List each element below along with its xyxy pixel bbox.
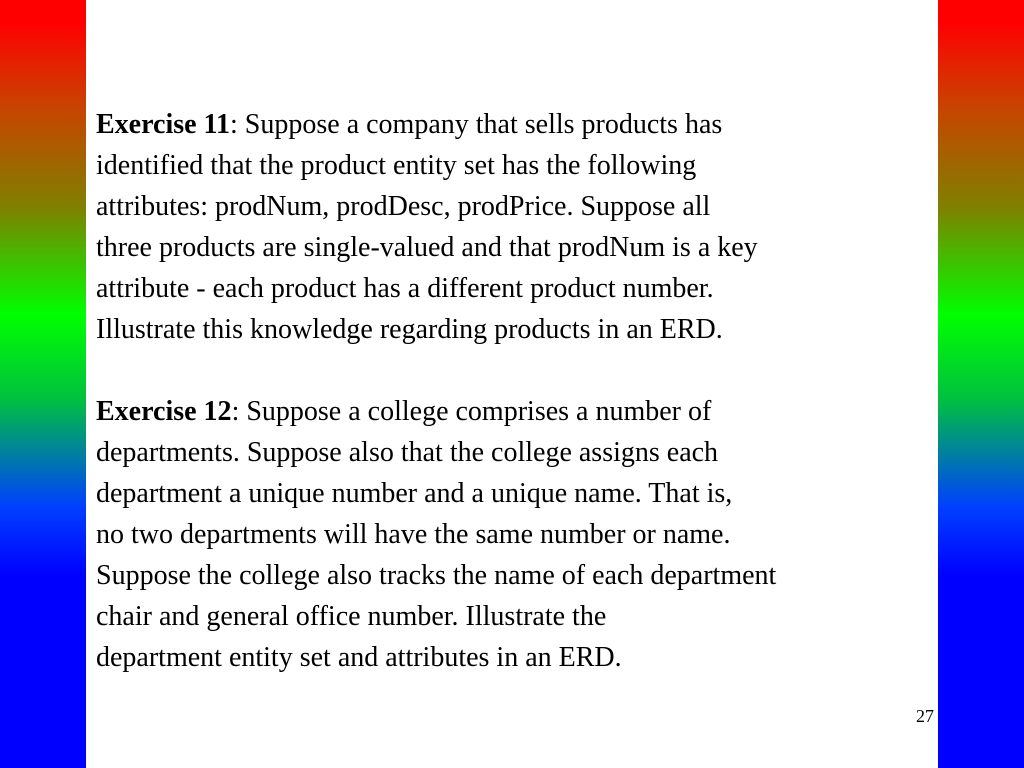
exercise-12-line-3: department a unique number and a unique name. That is, [96, 478, 733, 509]
exercise-11-line-4: three products are single-valued and that prodNum is a key [96, 232, 758, 263]
exercise-12 [96, 391, 936, 678]
exercise-12-text: : Suppose a college comprises a number of [231, 396, 712, 427]
exercise-12-line-1 [96, 391, 936, 432]
left-gradient-bar [0, 0, 86, 768]
right-gradient-bar [938, 0, 1024, 768]
exercise-11 [96, 104, 936, 350]
exercise-12-line-7: department entity set and attributes in an ERD. [96, 642, 622, 673]
exercise-11-line-3: attributes: prodNum, prodDesc, prodPrice. Suppose all [96, 191, 711, 222]
slide-content [96, 104, 936, 678]
exercise-11-line-1 [96, 104, 936, 145]
exercise-11-line-6: Illustrate this knowledge regarding products in an ERD. [96, 314, 723, 345]
exercise-11-line-5: attribute - each product has a different product number. [96, 273, 714, 304]
page-number: 27 [916, 706, 934, 726]
exercise-11-line-2: identified that the product entity set has the following [96, 150, 697, 181]
exercise-12-line-6: chair and general office number. Illustrate the [96, 601, 607, 632]
exercise-12-title: Exercise 12 [96, 396, 232, 427]
exercise-12-line-2: departments. Suppose also that the college assigns each [96, 437, 719, 468]
exercise-11-text: : Suppose a company that sells products has [230, 109, 723, 140]
exercise-11-title: Exercise 11 [96, 109, 231, 140]
exercise-12-line-4: no two departments will have the same number or name. [96, 519, 731, 550]
exercise-12-line-5: Suppose the college also tracks the name of each department [96, 560, 777, 591]
